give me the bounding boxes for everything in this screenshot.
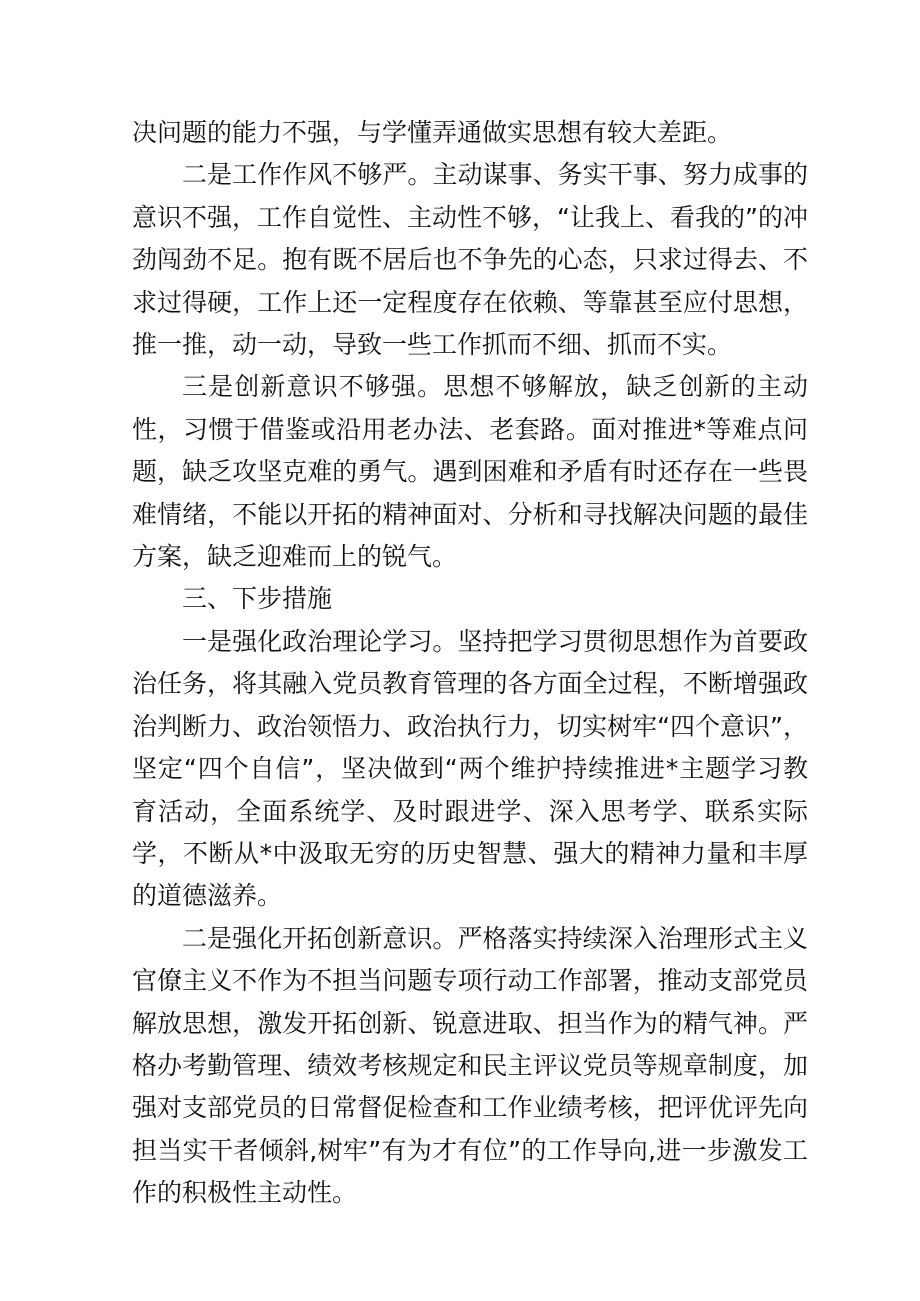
section-heading-next-steps: 三、下步措施 (182, 584, 333, 614)
paragraph-work-style: 二是工作作风不够严。主动谋事、务实干事、努力成事的意识不强，工作自觉性、主动性不够，“让我上、看我的”的冲劲闯劲不足。抱有既不居后也不争先的心态，只求过得去、不求过得硬，工作上还一定程度存在依赖、等靠甚至应付思想，推一推，动一动，导致一些工作抓而不细、抓而不实。 (132, 160, 808, 360)
paragraph-political-theory: 一是强化政治理论学习。坚持把学习贯彻思想作为首要政治任务，将其融入党员教育管理的各方面全过程，不断增强政治判断力、政治领悟力、政治执行力，切实树牢“四个意识”，坚定“四个自信”，坚决做到“两个维护持续推进*主题学习教育活动，全面系统学、及时跟进学、深入思考学、联系实际学，不断从*中汲取无穷的历史智慧、强大的精神力量和丰厚的道德滋养。 (132, 626, 808, 911)
paragraph-continuation: 决问题的能力不强，与学懂弄通做实思想有较大差距。 (132, 118, 733, 147)
paragraph-innovation-awareness: 三是创新意识不够强。思想不够解放，缺乏创新的主动性，习惯于借鉴或沿用老办法、老套路。面对推进*等难点问题，缺乏攻坚克难的勇气。遇到困难和矛盾有时还存在一些畏难情绪，不能以开拓的精神面对、分析和寻找解决问题的最佳方案，缺乏迎难而上的锐气。 (132, 372, 808, 572)
document-body (132, 112, 808, 1215)
paragraph-pioneering-innovation: 二是强化开拓创新意识。严格落实持续深入治理形式主义官僚主义不作为不担当问题专项行动工作部署，推动支部党员解放思想，激发开拓创新、锐意进取、担当作为的精气神。严格办考勤管理、绩效考核规定和民主评议党员等规章制度，加强对支部党员的日常督促检查和工作业绩考核，把评优评先向担当实干者倾斜,树牢”有为才有位”的工作导向,进一步激发工作的积极性主动性。 (132, 923, 808, 1208)
